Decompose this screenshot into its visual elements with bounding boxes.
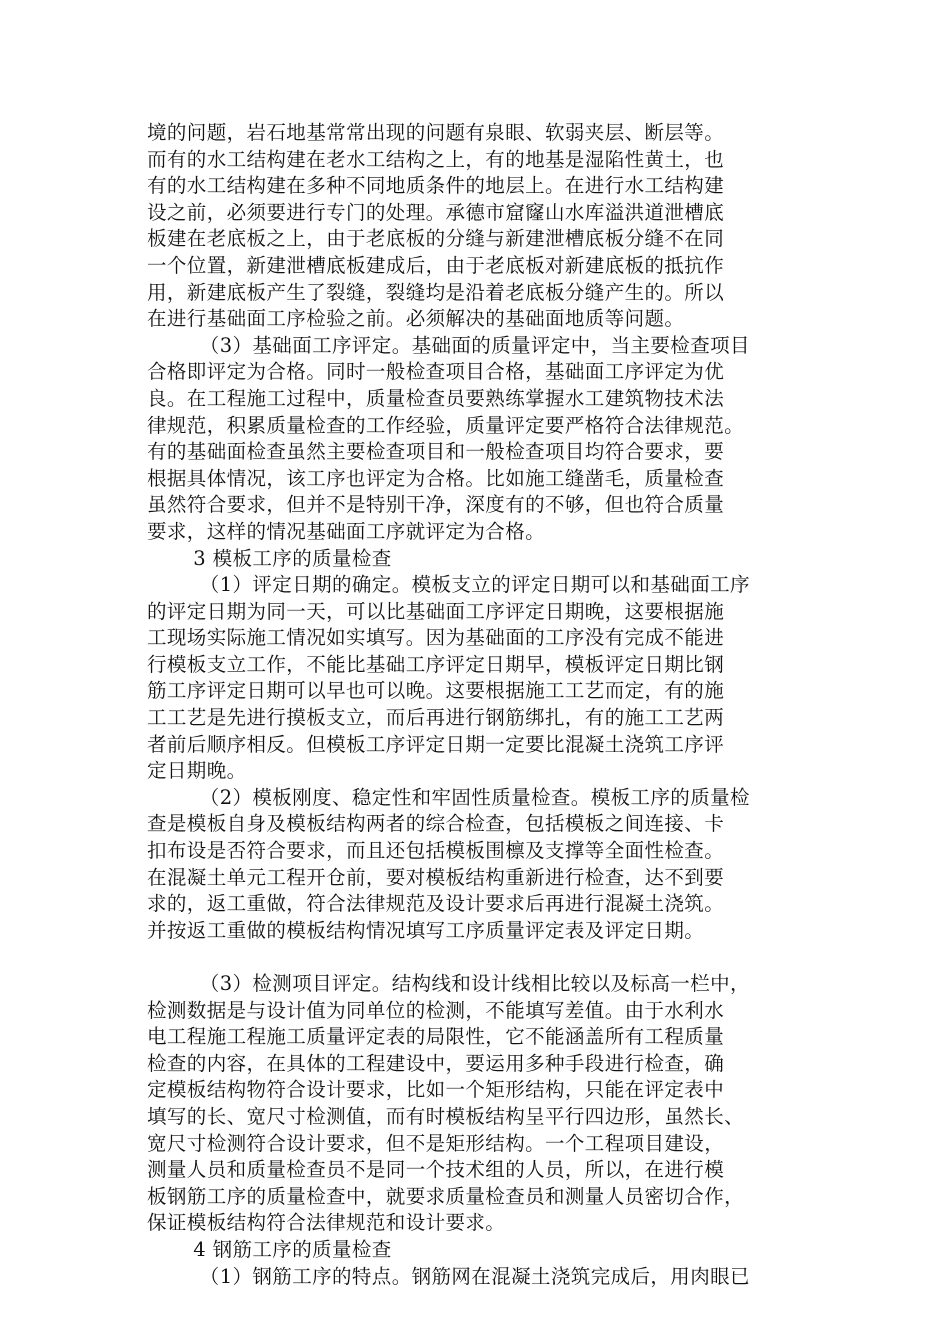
text-line: 板钢筋工序的质量检查中，就要求质量检查员和测量人员密切合作，: [147, 1184, 745, 1208]
text-line: 并按返工重做的模板结构情况填写工序质量评定表及评定日期。: [147, 918, 705, 942]
text-line: （1）评定日期的确定。模板支立的评定日期可以和基础面工序: [147, 573, 750, 597]
text-line: 一个位置，新建泄槽底板建成后，由于老底板对新建底板的抵抗作: [147, 253, 725, 277]
paragraph-rebar-features: [147, 1264, 805, 1291]
text-line: 测量人员和质量检查员不是同一个技术组的人员，所以，在进行模: [147, 1158, 725, 1182]
text-line: 宽尺寸检测符合设计要求，但不是矩形结构。一个工程项目建设，: [147, 1131, 725, 1155]
text-line: 者前后顺序相反。但模板工序评定日期一定要比混凝土浇筑工序评: [147, 732, 725, 756]
text-line: 检测数据是与设计值为同单位的检测，不能填写差值。由于水利水: [147, 998, 725, 1022]
text-line: 检查的内容，在具体的工程建设中，要运用多种手段进行检查，确: [147, 1051, 725, 1075]
paragraph-site-geology: [147, 120, 805, 333]
text-line: 有的基础面检查虽然主要检查项目和一般检查项目均符合要求，要: [147, 440, 725, 464]
text-line: 定模板结构物符合设计要求，比如一个矩形结构，只能在评定表中: [147, 1078, 725, 1102]
paragraph-foundation-evaluation: [147, 333, 805, 546]
text-line: 工工艺是先进行摸板支立，而后再进行钢筋绑扎，有的施工工艺两: [147, 706, 725, 730]
text-line: 电工程施工程施工质量评定表的局限性，它不能涵盖所有工程质量: [147, 1025, 725, 1049]
section-heading-rebar: 4 钢筋工序的质量检查: [147, 1237, 392, 1261]
text-line: 在进行基础面工序检验之前。必须解决的基础面地质等问题。: [147, 307, 685, 331]
text-line: 行模板支立工作，不能比基础工序评定日期早，模板评定日期比钢: [147, 652, 725, 676]
paragraph-inspection-items: [147, 971, 805, 1237]
text-line: 用，新建底板产生了裂缝，裂缝均是沿着老底板分缝产生的。所以: [147, 280, 725, 304]
text-line: 律规范，积累质量检查的工作经验，质量评定要严格符合法律规范。: [147, 413, 745, 437]
text-line: 工现场实际施工情况如实填写。因为基础面的工序没有完成不能进: [147, 626, 725, 650]
text-line: 查是模板自身及模板结构两者的综合检查，包括模板之间连接、卡: [147, 812, 725, 836]
text-line: 虽然符合要求，但并不是特别干净，深度有的不够，但也符合质量: [147, 493, 725, 517]
text-line: 板建在老底板之上，由于老底板的分缝与新建泄槽底板分缝不在同: [147, 227, 725, 251]
text-line: 求的，返工重做，符合法律规范及设计要求后再进行混凝土浇筑。: [147, 892, 725, 916]
text-line: （2）模板刚度、稳定性和牢固性质量检查。模板工序的质量检: [147, 785, 750, 809]
paragraph-evaluation-date: [147, 572, 805, 785]
text-line: 境的问题，岩石地基常常出现的问题有泉眼、软弱夹层、断层等。: [147, 121, 725, 144]
text-line: （1）钢筋工序的特点。钢筋网在混凝土浇筑完成后，用肉眼已: [147, 1264, 750, 1288]
text-line: 填写的长、宽尺寸检测值，而有时模板结构呈平行四边形，虽然长、: [147, 1104, 745, 1128]
text-line: 在混凝土单元工程开仓前，要对模板结构重新进行检查，达不到要: [147, 865, 725, 889]
text-line: 定日期晚。: [147, 759, 247, 783]
text-line: 要求，这样的情况基础面工序就评定为合格。: [147, 519, 546, 543]
text-line: （3）基础面工序评定。基础面的质量评定中，当主要检查项目: [147, 333, 750, 357]
text-line: 而有的水工结构建在老水工结构之上，有的地基是湿陷性黄土，也: [147, 147, 725, 171]
text-line: 有的水工结构建在多种不同地质条件的地层上。在进行水工结构建: [147, 174, 725, 198]
text-line: 保证模板结构符合法律规范和设计要求。: [147, 1211, 506, 1235]
text-line: 良。在工程施工过程中，质量检查员要熟练掌握水工建筑物技术法: [147, 386, 725, 410]
text-line: 的评定日期为同一天，可以比基础面工序评定日期晚，这要根据施: [147, 599, 725, 623]
text-line: 根据具体情况，该工序也评定为合格。比如施工缝凿毛，质量检查: [147, 466, 725, 490]
section-heading-formwork: 3 模板工序的质量检查: [147, 546, 392, 570]
text-line: 筋工序评定日期可以早也可以晚。这要根据施工工艺而定，有的施: [147, 679, 725, 703]
text-line: 设之前，必须要进行专门的处理。承德市窟窿山水库溢洪道泄槽底: [147, 200, 725, 224]
paragraph-formwork-stiffness: [147, 785, 805, 945]
text-line: 合格即评定为合格。同时一般检查项目合格，基础面工序评定为优: [147, 360, 725, 384]
text-line: 扣布设是否符合要求，而且还包括模板围檩及支撑等全面性检查。: [147, 839, 725, 863]
document-body: [147, 120, 805, 1290]
blank-line: [147, 944, 805, 971]
text-line: （3）检测项目评定。结构线和设计线相比较以及标高一栏中，: [147, 972, 750, 995]
